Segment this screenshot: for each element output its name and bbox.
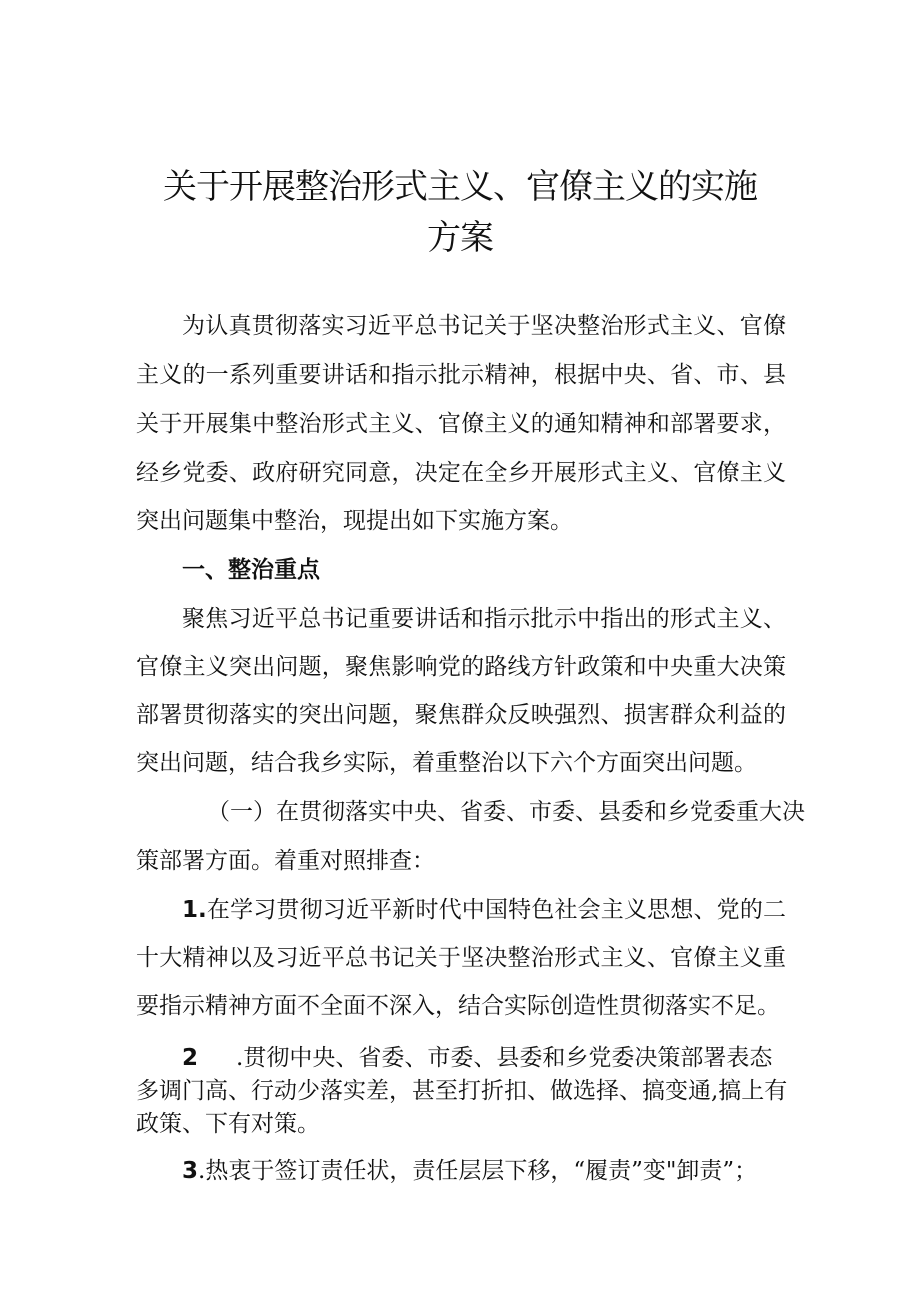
item-3-number: 3 xyxy=(182,1158,199,1184)
section1-line-1: 聚焦习近平总书记重要讲话和指示批示中指出的形式主义、 xyxy=(182,606,786,632)
intro-line-1: 为认真贯彻落实习近平总书记关于坚决整治形式主义、官僚 xyxy=(182,313,786,339)
section1-line-2: 官僚主义突出问题，聚焦影响党的路线方针政策和中央重大决策 xyxy=(136,654,786,680)
item-2-number: 2 xyxy=(182,1045,199,1071)
section1-line-3: 部署贯彻落实的突出问题，聚焦群众反映强烈、损害群众利益的 xyxy=(136,702,786,728)
item-2-text-1: .贯彻中央、省委、市委、县委和乡党委决策部署表态 xyxy=(236,1045,773,1071)
item-2-line-1 xyxy=(182,1041,786,1075)
intro-line-3: 关于开展集中整治形式主义、官僚主义的通知精神和部署要求， xyxy=(136,411,786,437)
subsection1-line-2: 策部署方面。着重对照排查： xyxy=(136,848,435,874)
subsection1-line-1: （一）在贯彻落实中央、省委、市委、县委和乡党委重大决 xyxy=(207,799,805,825)
document-title-line-2: 方案 xyxy=(427,218,493,258)
item-2-line-2: 多调门高、行动少落实差，甚至打折扣、做选择、搞变通,搞上有 xyxy=(136,1078,788,1104)
intro-line-5: 突出问题集中整治，现提出如下实施方案。 xyxy=(136,508,573,534)
item-3-text-1: .热衷于签订责任状，责任层层下移，“履责”变"卸责”； xyxy=(198,1158,758,1184)
section-heading-1: 一、整治重点 xyxy=(182,557,320,583)
item-1-line-3: 要指示精神方面不全面不深入，结合实际创造性贯彻落实不足。 xyxy=(136,993,780,1019)
section1-line-4: 突出问题，结合我乡实际，着重整治以下六个方面突出问题。 xyxy=(136,750,757,776)
item-1-number: 1. xyxy=(182,897,207,923)
document-title-line-1: 关于开展整治形式主义、官僚主义的实施 xyxy=(163,167,757,207)
item-1-text-1: 在学习贯彻习近平新时代中国特色社会主义思想、党的二 xyxy=(206,897,786,923)
intro-line-4: 经乡党委、政府研究同意，决定在全乡开展形式主义、官僚主义 xyxy=(136,460,786,486)
item-1-line-2: 十大精神以及习近平总书记关于坚决整治形式主义、官僚主义重 xyxy=(136,945,786,971)
item-3-line-1 xyxy=(182,1154,786,1188)
item-2-line-3: 政策、下有对策。 xyxy=(136,1111,320,1137)
item-1-line-1 xyxy=(182,893,786,927)
intro-line-2: 主义的一系列重要讲话和指示批示精神，根据中央、省、市、县 xyxy=(136,362,786,388)
